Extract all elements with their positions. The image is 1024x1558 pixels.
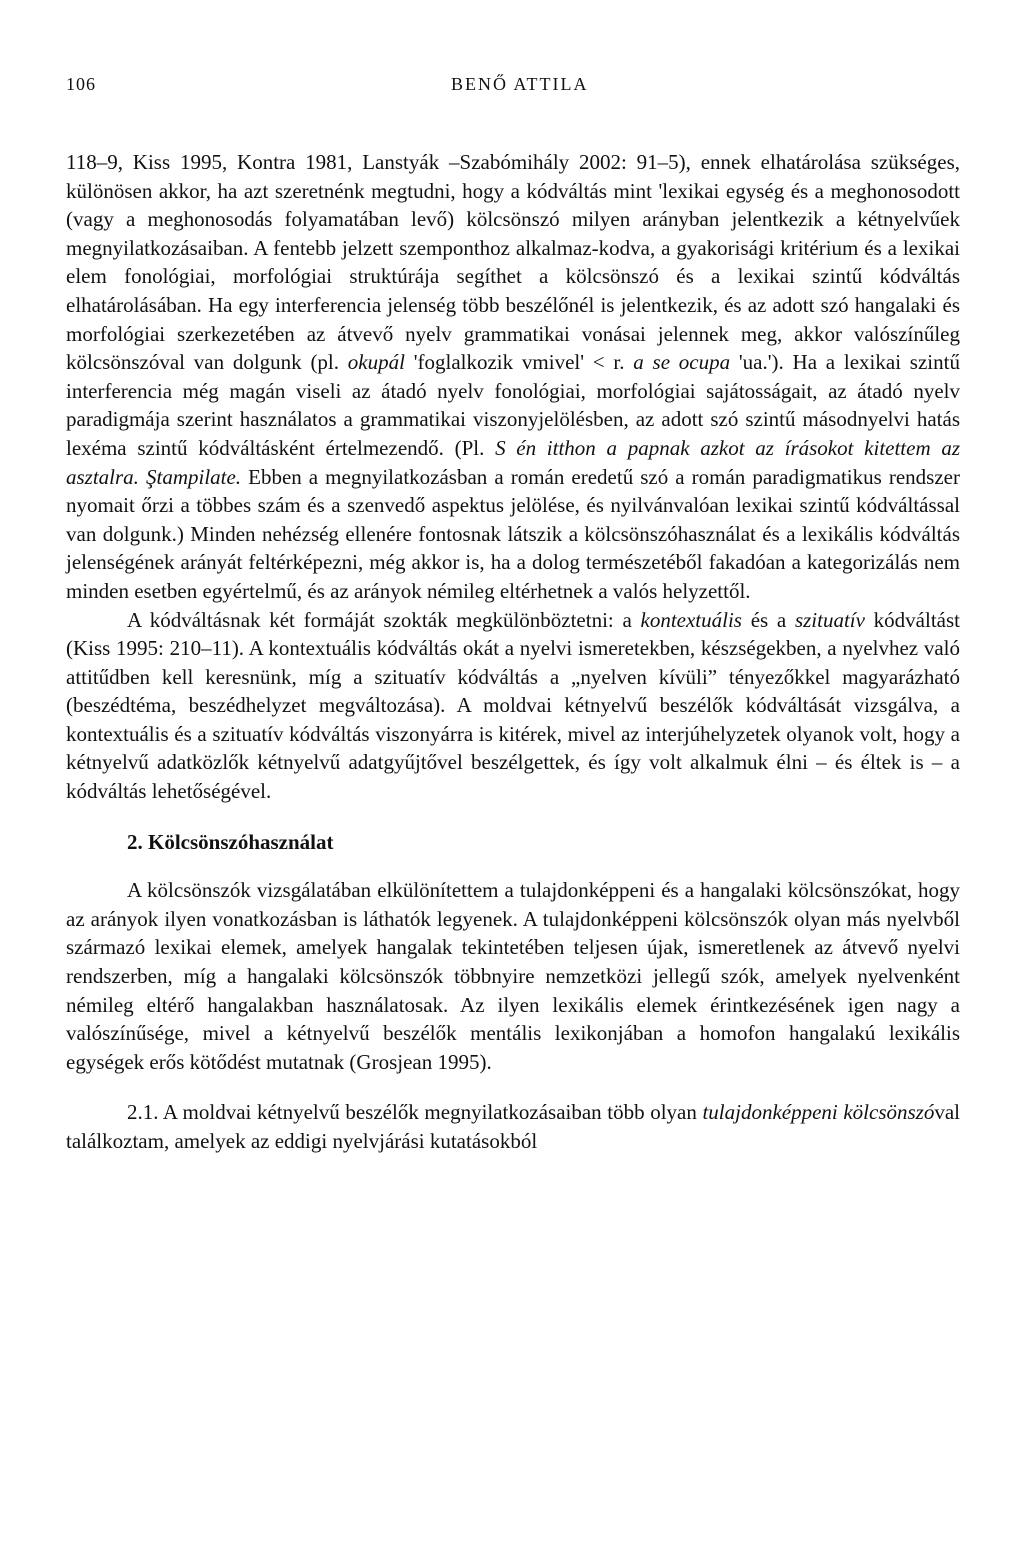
section-2-paragraph: A kölcsönszók vizsgálatában elkülönítettem a tulajdonképpeni és a hangalaki kölcsönszókat, hogy az arányok ilyen vonatkozásban is láthatók legyenek. A tulajdonképpeni kölcsönszók olyan más nyelvből származó lexikai elemek, amelyek hangalak tekintetében teljesen újak, ismeretlenek az átvevő nyelvi rendszerben, míg a hangalaki kölcsönszók többnyire nemzetközi jellegű szók, amelyek nyelvenként némileg eltérő hangalakban használatosak. Az ilyen lexikális elemek érintkezésének igen nagy a valószínűsége, mivel a kétnyelvű beszélők mentális lexikonjában a homofon hangalakú lexikális egységek erős kötődést mutatnak (Grosjean 1995).	[66, 878, 960, 1074]
italic-example: a se ocupa	[633, 350, 731, 375]
paragraph-text: A moldvai kétnyelvű beszélők megnyilatkozásaiban több olyan	[158, 1100, 703, 1125]
page-header	[66, 74, 962, 102]
italic-term: tulajdonképpeni kölcsönszó	[702, 1100, 935, 1125]
body-text	[66, 148, 960, 1156]
paragraph-text: A kódváltásnak két formáját szokták megkülönböztetni: a	[127, 607, 641, 632]
paragraph-text: val találkoztam, amelyek az eddigi nyelvjárási kutatásokból	[66, 1100, 960, 1153]
paragraph-text: és a	[741, 607, 795, 632]
subsection-number: 2.1.	[127, 1100, 159, 1125]
paragraph-text: kódváltást (Kiss 1995: 210–11). A kontextuális kódváltás okát a nyelvi ismeretekben, készségekben, a nyelvhez való attitűdben kell keresnünk, míg a szituatív kódváltás a „nyelven kívüli” tényezőkkel magyarázható (beszédtéma, beszédhelyzet megváltozása). A moldvai kétnyelvű beszélők kódváltását vizsgálva, a kontextuális és a szituatív kódváltás viszonyárra is kitérek, mivel az interjúhelyzetek olyanok volt, hogy a kétnyelvű adatközlők kétnyelvű adatgyűjtővel beszélgettek, és így volt alkalmuk élni – és éltek is – a kódváltás lehetőségével.	[66, 607, 960, 804]
paragraph-text: 118–9, Kiss 1995, Kontra 1981, Lanstyák –Szabómihály 2002: 91–5), ennek elhatárolása szükséges, különösen akkor, ha azt szeretnénk megtudni, hogy a kódváltás mint 'lexikai egység és a meghonosodott (vagy a meghonosodás folyamatában levő) kölcsönszó milyen arányban jelentkezik a kétnyelvűek megnyilatkozásaiban. A fentebb jelzett szemponthoz alkalmaz-kodva, a gyakorisági kritérium és a lexikai elem fonológiai, morfológiai struktúrája segíthet a kölcsönszó és a lexikai szintű kódváltás elhatárolásában. Ha egy interferencia jelenség több beszélőnél is jelentkezik, és az adott szó hangalaki és morfológiai szerkezetében az átvevő nyelv grammatikai vonásai jelennek meg, akkor valószínűleg kölcsönszóval van dolgunk (pl.	[66, 150, 960, 375]
page-number: 106	[66, 74, 96, 94]
paragraph-1	[66, 148, 960, 606]
italic-example: okupál	[347, 350, 405, 375]
paragraph-text: 'ua.'). Ha a lexikai szintű interferencia még magán viseli az átadó nyelv fonológiai, morfológiai sajátosságait, az átadó nyelv paradigmája szerint használatos a grammatikai viszonyjelölésben, az adott szó szintű másodnyelvi hatás lexéma szintű kódváltásként értelmezendő. (Pl.	[66, 350, 960, 460]
paragraph-text: Ebben a megnyilatkozásban a román eredetű szó a román paradigmatikus rendszer nyomait őrzi a többes szám és a szenvedő aspektus jelölése, és nyilvánvalóan lexikai szintű kódváltással van dolgunk.) Minden nehézség ellenére fontosnak látszik a kölcsönszóhasználat és a lexikális kódváltás jelenségének arányát feltérképezni, még akkor is, ha a dolog természetéből fakadóan a kategorizálás nem minden esetben egyértelmű, és az arányok némileg eltérhetnek a valós helyzettől.	[66, 464, 960, 603]
paragraph-text: 'foglalkozik vmivel' < r.	[404, 350, 634, 375]
running-head: BENŐ ATTILA	[451, 74, 589, 94]
italic-example: S én itthon a papnak azkot az írásokot kitettem az asztalra. Ştampilate.	[66, 435, 960, 489]
italic-term: szituatív	[794, 607, 865, 632]
section-heading: 2. Kölcsönszóhasználat	[127, 829, 334, 854]
subsection-2-1-paragraph	[66, 1098, 960, 1155]
paragraph-2	[66, 606, 960, 806]
italic-term: kontextuális	[640, 607, 742, 632]
